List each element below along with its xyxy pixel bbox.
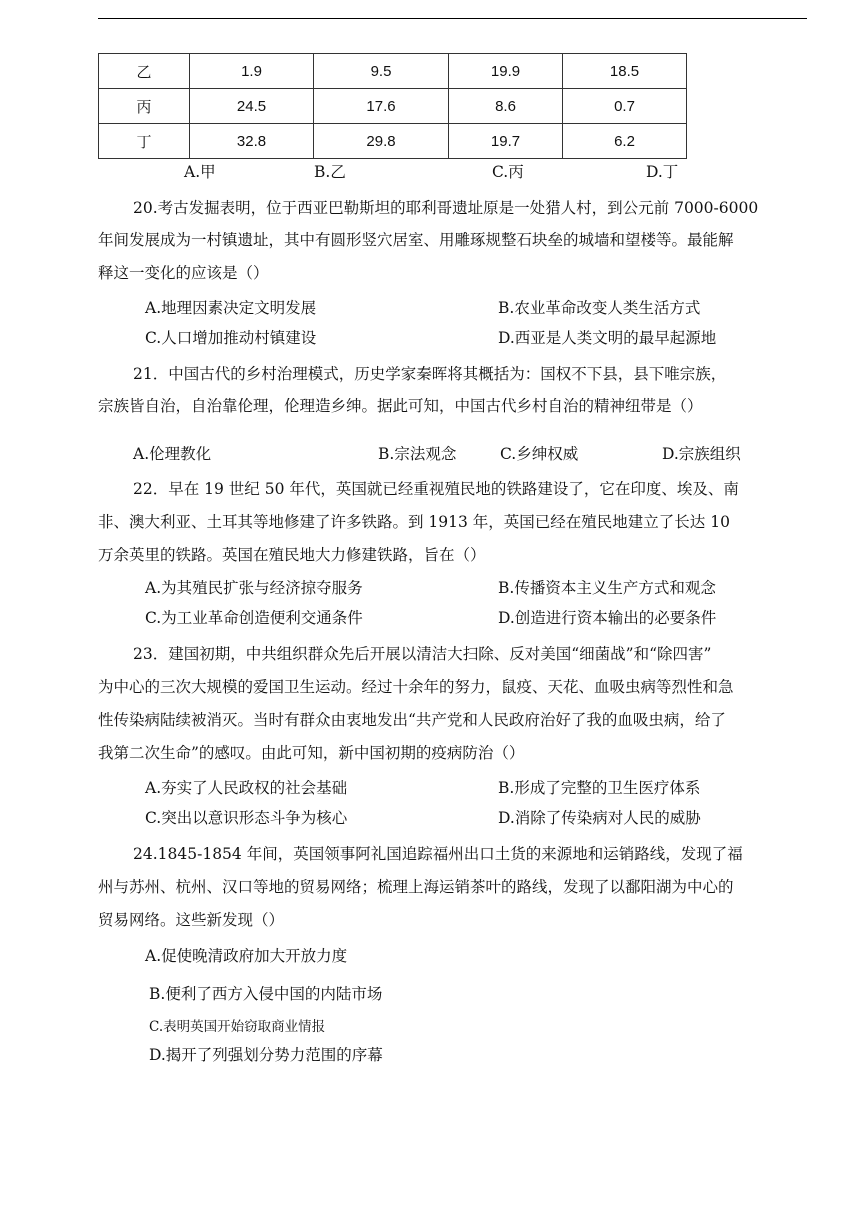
q23-option-d: D.消除了传染病对人民的威胁 bbox=[498, 809, 701, 827]
q24-stem-line: 贸易网络。这些新发现（） bbox=[98, 911, 285, 929]
q23-option-c: C.突出以意识形态斗争为核心 bbox=[145, 809, 348, 827]
q24-stem-line: 24.1845-1854 年间，英国领事阿礼国追踪福州出口土货的来源地和运销路线，发现了福 bbox=[133, 845, 743, 863]
q23-option-b: B.形成了完整的卫生医疗体系 bbox=[498, 779, 701, 797]
q21-stem-line: 宗族皆自治，自治靠伦理，伦理造乡绅。据此可知，中国古代乡村自治的精神纽带是（） bbox=[98, 397, 703, 415]
q19-option-b: B.乙 bbox=[314, 163, 346, 181]
header-rule bbox=[98, 18, 807, 19]
q21-option-d: D.宗族组织 bbox=[662, 445, 741, 463]
table-cell: 32.8 bbox=[190, 124, 314, 159]
q20-stem-line: 年间发展成为一村镇遗址，其中有圆形竖穴居室、用雕琢规整石块垒的城墙和望楼等。最能解 bbox=[98, 231, 734, 249]
table-cell: 24.5 bbox=[190, 89, 314, 124]
q19-option-c: C.丙 bbox=[492, 163, 524, 181]
q20-stem-line: 20.考古发掘表明，位于西亚巴勒斯坦的耶利哥遗址原是一处猎人村，到公元前 7000-6000 bbox=[133, 199, 759, 217]
table-row bbox=[99, 124, 687, 159]
table-cell: 1.9 bbox=[190, 54, 314, 89]
q19-option-a: A.甲 bbox=[184, 163, 216, 181]
q22-option-d: D.创造进行资本输出的必要条件 bbox=[498, 609, 717, 627]
table-row bbox=[99, 89, 687, 124]
table-cell: 丙 bbox=[99, 89, 190, 124]
q21-option-b: B.宗法观念 bbox=[378, 445, 457, 463]
q20-option-c: C.人口增加推动村镇建设 bbox=[145, 329, 317, 347]
q20-stem-line: 释这一变化的应该是（） bbox=[98, 264, 269, 282]
q20-option-b: B.农业革命改变人类生活方式 bbox=[498, 299, 701, 317]
table-cell: 8.6 bbox=[449, 89, 563, 124]
table-cell: 丁 bbox=[99, 124, 190, 159]
q23-stem-line: 为中心的三次大规模的爱国卫生运动。经过十余年的努力，鼠疫、天花、血吸虫病等烈性和急 bbox=[98, 678, 734, 696]
table-cell: 19.9 bbox=[449, 54, 563, 89]
table-cell: 17.6 bbox=[314, 89, 449, 124]
table-cell: 乙 bbox=[99, 54, 190, 89]
q24-option-b: B.便利了西方入侵中国的内陆市场 bbox=[149, 985, 383, 1003]
table-cell: 19.7 bbox=[449, 124, 563, 159]
table-cell: 9.5 bbox=[314, 54, 449, 89]
q21-stem-line: 21．中国古代的乡村治理模式，历史学家秦晖将其概括为：国权不下县，县下唯宗族， bbox=[133, 365, 727, 383]
q22-stem-line: 非、澳大利亚、土耳其等地修建了许多铁路。到 1913 年，英国已经在殖民地建立了长达 10 bbox=[98, 513, 730, 531]
q24-option-c: C.表明英国开始窃取商业情报 bbox=[149, 1019, 326, 1035]
table-cell: 0.7 bbox=[563, 89, 687, 124]
q22-option-c: C.为工业革命创造便利交通条件 bbox=[145, 609, 363, 627]
q23-stem-line: 我第二次生命”的感叹。由此可知，新中国初期的疫病防治（） bbox=[98, 744, 525, 762]
table-cell: 18.5 bbox=[563, 54, 687, 89]
q22-stem-line: 22．早在 19 世纪 50 年代，英国就已经重视殖民地的铁路建设了，它在印度、埃及、南 bbox=[133, 480, 739, 498]
q22-option-b: B.传播资本主义生产方式和观念 bbox=[498, 579, 716, 597]
q23-stem-line: 性传染病陆续被消灭。当时有群众由衷地发出“共产党和人民政府治好了我的血吸虫病，给了 bbox=[98, 711, 726, 729]
q24-option-a: A.促使晚清政府加大开放力度 bbox=[145, 947, 348, 965]
q21-option-a: A.伦理教化 bbox=[133, 445, 212, 463]
q23-stem-line: 23．建国初期，中共组织群众先后开展以清洁大扫除、反对美国“细菌战”和“除四害” bbox=[133, 645, 712, 663]
q20-option-a: A.地理因素决定文明发展 bbox=[145, 299, 317, 317]
q21-option-c: C.乡绅权威 bbox=[500, 445, 579, 463]
q22-stem-line: 万余英里的铁路。英国在殖民地大力修建铁路，旨在（） bbox=[98, 546, 486, 564]
q24-option-d: D.揭开了列强划分势力范围的序幕 bbox=[149, 1046, 383, 1064]
q23-option-a: A.夯实了人民政权的社会基础 bbox=[145, 779, 348, 797]
q24-stem-line: 州与苏州、杭州、汉口等地的贸易网络；梳理上海运销茶叶的路线，发现了以鄱阳湖为中心的 bbox=[98, 878, 734, 896]
data-table bbox=[98, 53, 687, 159]
q19-option-d: D.丁 bbox=[646, 163, 679, 181]
table-cell: 6.2 bbox=[563, 124, 687, 159]
q22-option-a: A.为其殖民扩张与经济掠夺服务 bbox=[145, 579, 363, 597]
table-cell: 29.8 bbox=[314, 124, 449, 159]
q20-option-d: D.西亚是人类文明的最早起源地 bbox=[498, 329, 717, 347]
table-row bbox=[99, 54, 687, 89]
